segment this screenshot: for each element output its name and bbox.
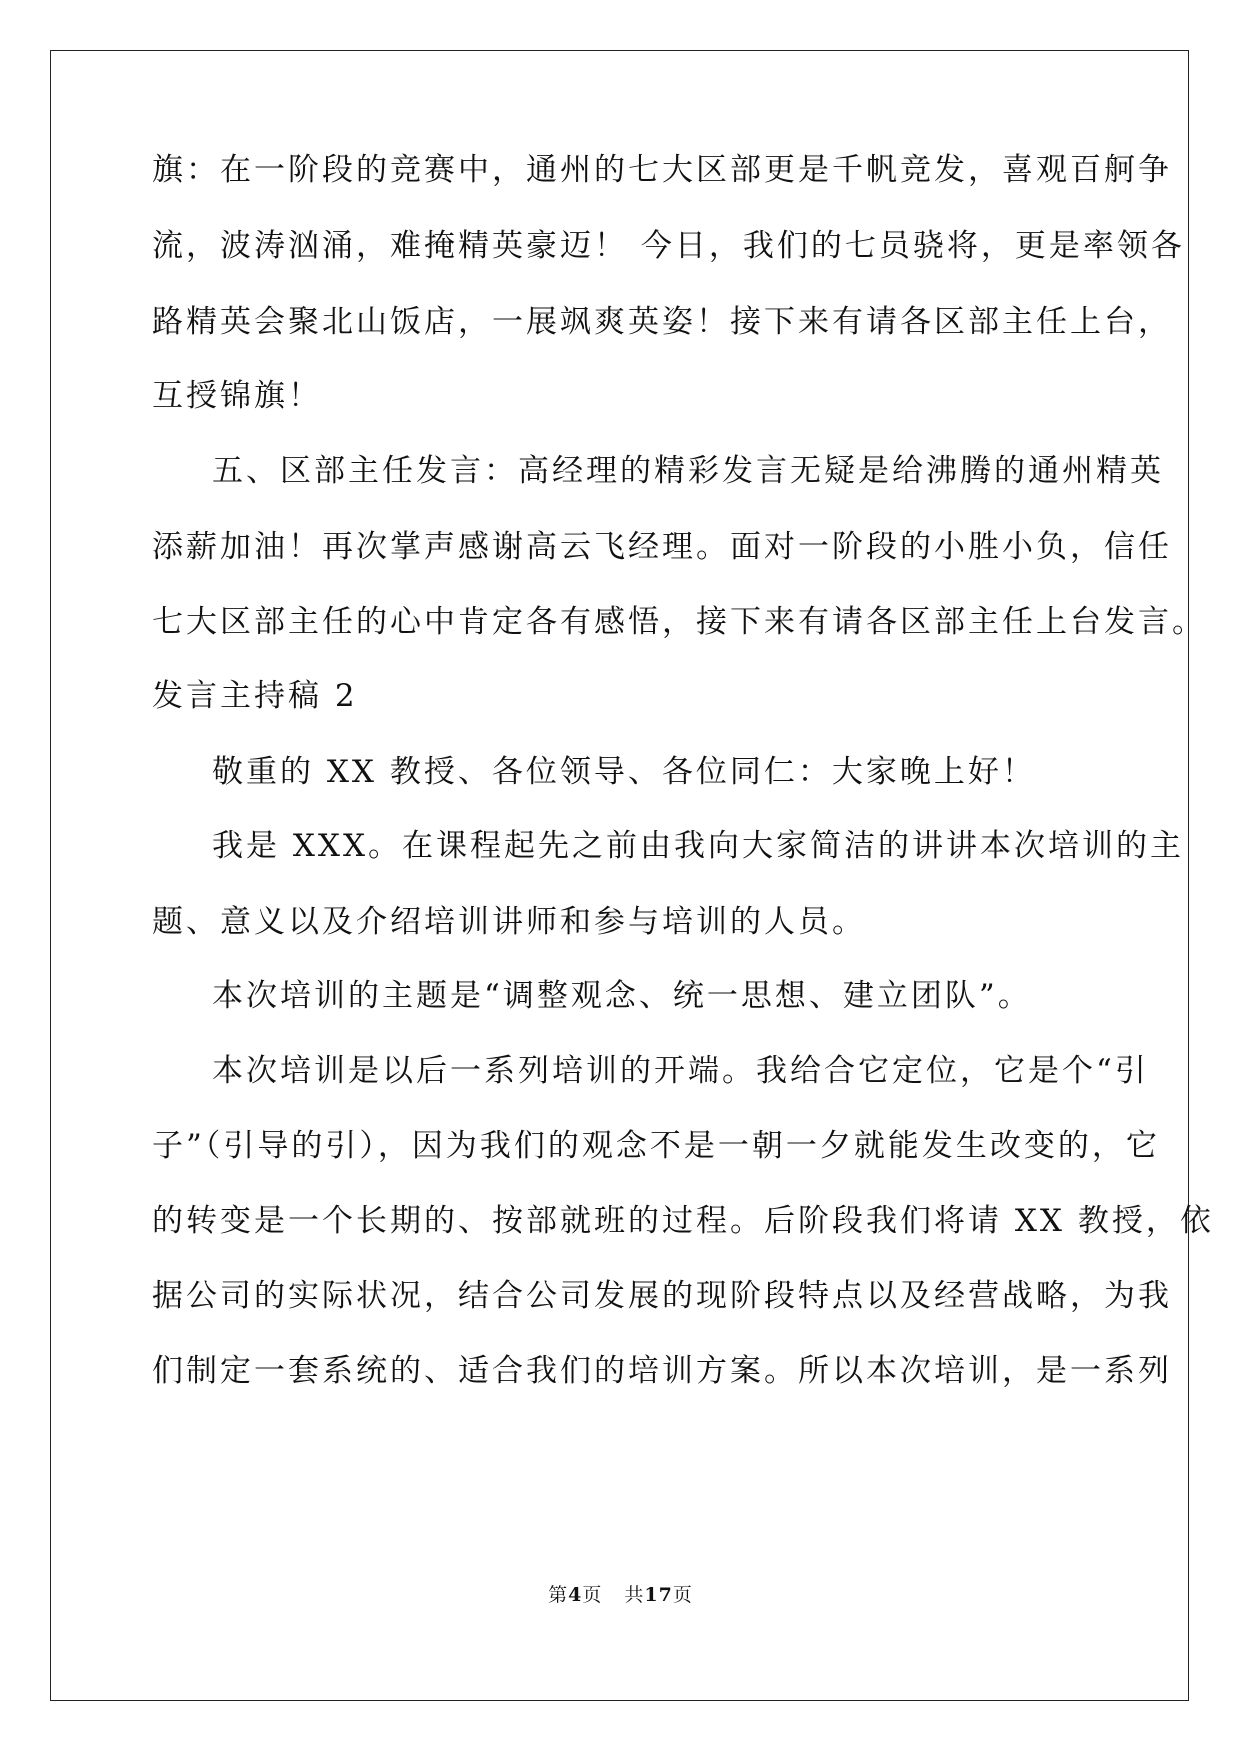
total-page-count: 17	[644, 1584, 673, 1606]
body-line: 旗：在一阶段的竞赛中，通州的七大区部更是千帆竞发，喜观百舸争	[152, 152, 1172, 188]
body-line: 据公司的实际状况，结合公司发展的现阶段特点以及经营战略，为我	[152, 1278, 1172, 1314]
footer-total-suffix: 页	[672, 1584, 693, 1606]
body-line: 的转变是一个长期的、按部就班的过程。后阶段我们将请 XX 教授，依	[152, 1203, 1214, 1239]
body-line: 七大区部主任的心中肯定各有感悟，接下来有请各区部主任上台发言。	[152, 604, 1206, 640]
footer-prefix: 第	[548, 1584, 569, 1606]
footer-page-suffix: 页	[582, 1584, 603, 1606]
body-line: 我是 XXX。在课程起先之前由我向大家简洁的讲讲本次培训的主	[212, 828, 1185, 864]
body-line: 本次培训是以后一系列培训的开端。我给合它定位，它是个“引	[212, 1053, 1149, 1089]
body-line: 题、意义以及介绍培训讲师和参与培训的人员。	[152, 904, 866, 940]
footer-total-prefix: 共	[624, 1584, 645, 1606]
body-line: 敬重的 XX 教授、各位领导、各位同仁：大家晚上好！	[212, 754, 1036, 790]
body-line: 互授锦旗！	[152, 378, 322, 414]
body-line: 本次培训的主题是“调整观念、统一思想、建立团队”。	[212, 978, 1032, 1014]
page-footer	[0, 1583, 1241, 1607]
body-line: 子”（引导的引），因为我们的观念不是一朝一夕就能发生改变的，它	[152, 1128, 1160, 1164]
body-line: 们制定一套系统的、适合我们的培训方案。所以本次培训，是一系列	[152, 1353, 1172, 1389]
section-heading: 发言主持稿 2	[152, 678, 358, 714]
body-line: 添薪加油！再次掌声感谢高云飞经理。面对一阶段的小胜小负，信任	[152, 529, 1172, 565]
body-line: 流，波涛汹涌，难掩精英豪迈！ 今日，我们的七员骁将，更是率领各	[152, 228, 1185, 264]
current-page-number: 4	[568, 1584, 583, 1606]
body-line: 路精英会聚北山饭店，一展飒爽英姿！接下来有请各区部主任上台，	[152, 304, 1172, 340]
body-line: 五、区部主任发言：高经理的精彩发言无疑是给沸腾的通州精英	[212, 453, 1164, 489]
page-border	[50, 50, 1214, 1701]
